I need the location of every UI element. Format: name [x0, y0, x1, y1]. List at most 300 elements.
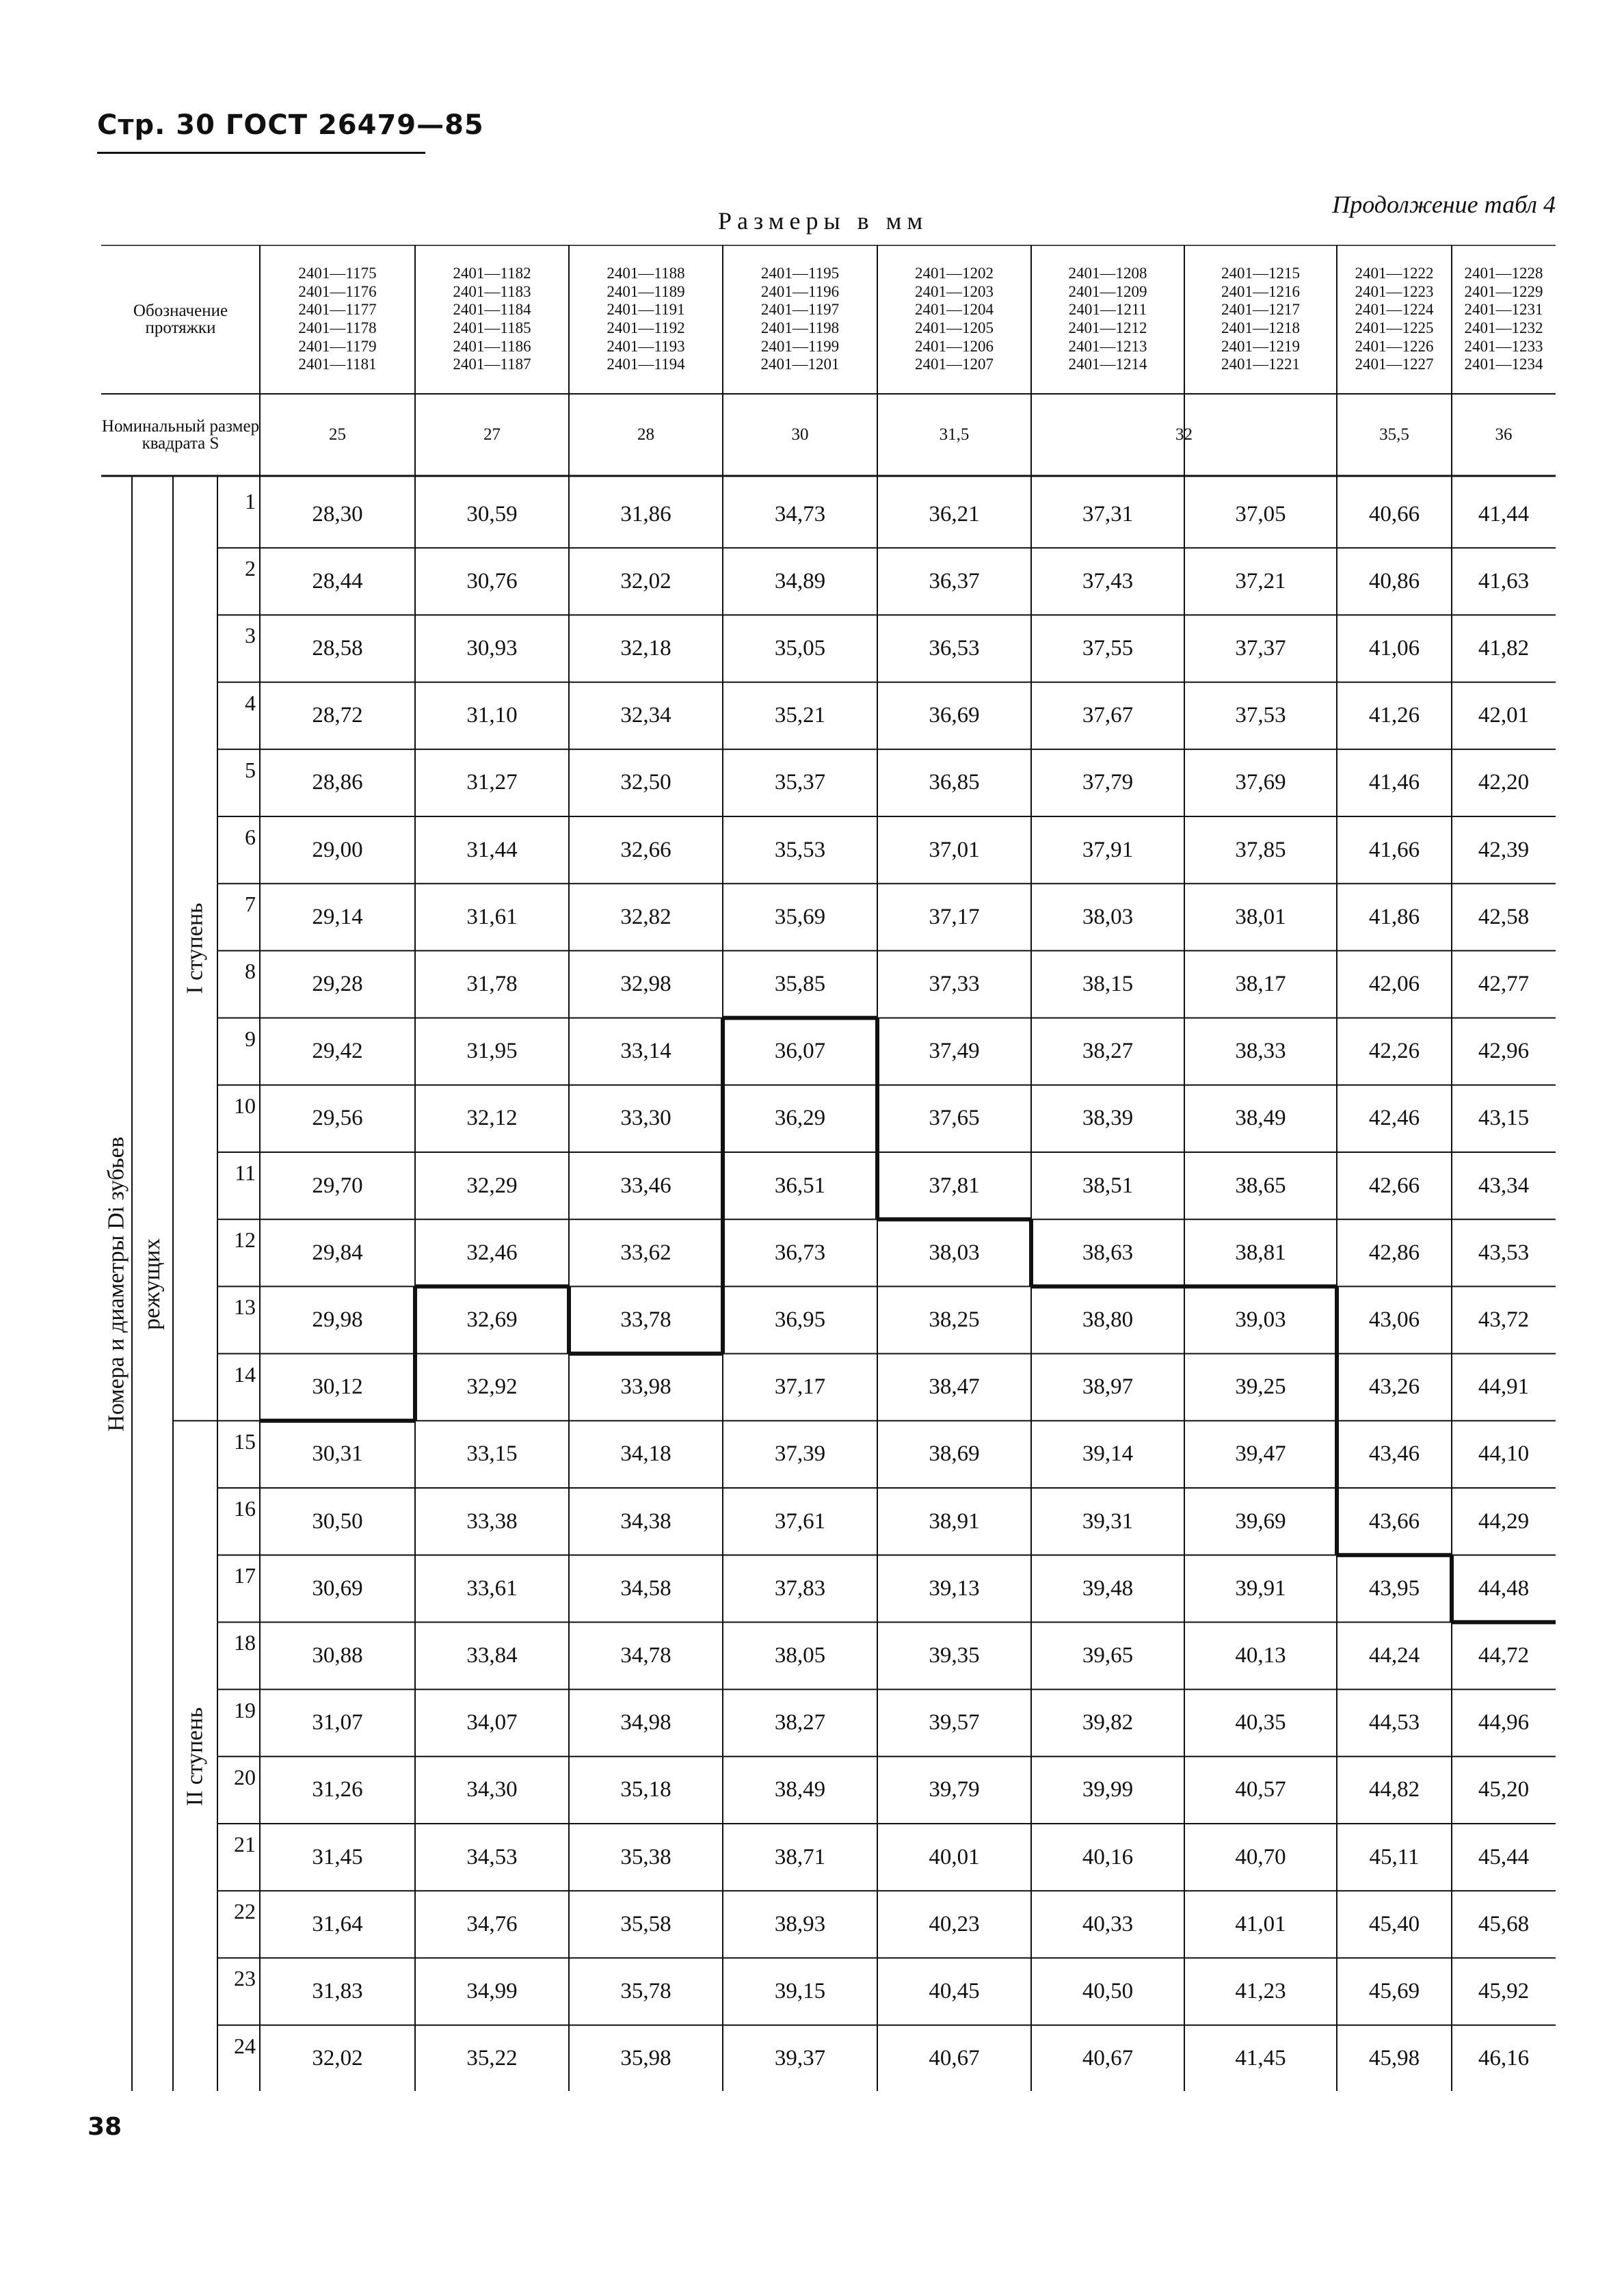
diameter-value: 37,21	[1235, 568, 1286, 594]
diameter-value: 34,99	[466, 1978, 518, 2003]
designation-code: 2401—1181	[298, 356, 377, 373]
diameter-value: 43,95	[1368, 1575, 1420, 1601]
designation-code: 2401—1188	[607, 264, 685, 282]
designation-code: 2401—1189	[607, 282, 685, 300]
diameter-value: 38,97	[1082, 1374, 1134, 1400]
diameter-value: 40,70	[1235, 1844, 1286, 1869]
diameter-value: 43,53	[1478, 1240, 1530, 1265]
diameter-value: 42,96	[1478, 1039, 1530, 1064]
diameter-value: 39,25	[1235, 1374, 1286, 1400]
tooth-number: 19	[234, 1697, 256, 1722]
diameter-value: 38,51	[1082, 1173, 1134, 1198]
tooth-number: 11	[235, 1160, 256, 1185]
designation-code: 2401—1229	[1464, 282, 1543, 300]
diameter-value: 28,30	[312, 501, 363, 527]
nominal-size-value: 28	[637, 425, 654, 444]
designation-code: 2401—1213	[1068, 337, 1147, 355]
code-list-9	[1452, 249, 1556, 390]
diameter-value: 43,26	[1368, 1374, 1420, 1400]
diameter-value: 34,53	[466, 1844, 518, 1869]
tooth-number: 12	[234, 1227, 256, 1253]
diameter-value: 42,66	[1368, 1173, 1420, 1198]
diameter-value: 37,55	[1082, 635, 1134, 661]
designation-code: 2401—1216	[1221, 282, 1300, 300]
diameter-value: 45,69	[1368, 1978, 1420, 2003]
diameter-value: 40,67	[929, 2046, 980, 2071]
diameter-value: 30,12	[312, 1374, 363, 1400]
diameter-value: 39,48	[1082, 1575, 1134, 1601]
diameter-value: 39,82	[1082, 1710, 1134, 1735]
diameter-value: 40,16	[1082, 1844, 1134, 1869]
diameter-value: 30,31	[312, 1441, 363, 1467]
diameter-value: 37,33	[929, 971, 980, 996]
diameter-value: 45,11	[1369, 1844, 1420, 1869]
code-list-2	[415, 249, 569, 390]
diameter-value: 38,65	[1235, 1173, 1286, 1198]
diameter-value: 29,56	[312, 1106, 363, 1131]
diameter-value: 34,73	[774, 501, 826, 527]
diameter-value: 38,27	[1082, 1039, 1134, 1064]
diameter-value: 42,39	[1478, 837, 1530, 862]
diameter-value: 35,58	[620, 1911, 671, 1936]
diameter-value: 35,22	[466, 2046, 518, 2071]
diameter-value: 39,91	[1235, 1575, 1286, 1601]
tooth-number: 17	[234, 1563, 256, 1588]
diameter-value: 31,61	[466, 904, 518, 929]
diameter-value: 39,13	[929, 1575, 980, 1601]
diameter-value: 28,72	[312, 703, 363, 728]
diameter-value: 45,98	[1368, 2046, 1420, 2071]
diameter-value: 30,50	[312, 1508, 363, 1534]
diameter-value: 30,59	[466, 501, 518, 527]
designation-code: 2401—1232	[1464, 319, 1543, 336]
diameter-value: 44,53	[1368, 1710, 1420, 1735]
tooth-number: 16	[234, 1496, 256, 1521]
diameter-value: 43,72	[1478, 1307, 1530, 1332]
designation-code: 2401—1217	[1221, 301, 1300, 319]
designation-code: 2401—1182	[453, 264, 531, 282]
tooth-number: 7	[245, 892, 256, 917]
diameter-value: 42,20	[1478, 770, 1530, 795]
diameter-value: 37,81	[929, 1173, 980, 1198]
diameter-value: 44,24	[1368, 1642, 1420, 1668]
diameter-value: 31,78	[466, 971, 518, 996]
tooth-number: 14	[234, 1361, 256, 1387]
diameter-value: 37,31	[1082, 501, 1134, 527]
designation-code: 2401—1221	[1221, 356, 1300, 373]
diameter-value: 39,79	[929, 1777, 980, 1802]
diameter-value: 32,98	[620, 971, 671, 996]
diameter-value: 39,99	[1082, 1777, 1134, 1802]
designation-code: 2401—1234	[1464, 356, 1543, 373]
designation-code: 2401—1208	[1068, 264, 1147, 282]
diameter-value: 38,05	[774, 1642, 826, 1668]
diameter-value: 30,93	[466, 635, 518, 661]
diameter-value: 37,85	[1235, 837, 1286, 862]
designation-code: 2401—1201	[760, 356, 840, 373]
designation-code: 2401—1212	[1068, 319, 1147, 336]
designation-code: 2401—1175	[298, 264, 377, 282]
diameter-value: 31,64	[312, 1911, 363, 1936]
diameter-value: 41,66	[1368, 837, 1420, 862]
diameter-value: 40,01	[929, 1844, 980, 1869]
diameter-value: 40,50	[1082, 1978, 1134, 2003]
diameter-value: 42,86	[1368, 1240, 1420, 1265]
tooth-number: 5	[245, 757, 256, 782]
nominal-size-value: 31,5	[939, 425, 970, 444]
tooth-number: 4	[245, 690, 256, 715]
tooth-number: 10	[234, 1093, 256, 1118]
designation-code: 2401—1227	[1355, 356, 1434, 373]
designation-code: 2401—1199	[760, 337, 840, 355]
diameter-value: 32,46	[466, 1240, 518, 1265]
designation-code: 2401—1178	[298, 319, 377, 336]
diameter-value: 38,03	[1082, 904, 1134, 929]
designation-code: 2401—1211	[1068, 301, 1147, 319]
diameter-value: 29,42	[312, 1039, 363, 1064]
diameter-value: 34,78	[620, 1642, 671, 1668]
diameter-value: 38,39	[1082, 1106, 1134, 1131]
code-list-8	[1337, 249, 1452, 390]
diameter-value: 32,92	[466, 1374, 518, 1400]
diameter-value: 32,50	[620, 770, 671, 795]
diameter-value: 36,85	[929, 770, 980, 795]
designation-code: 2401—1206	[915, 337, 994, 355]
tooth-number: 21	[234, 1832, 256, 1856]
diameter-value: 40,86	[1368, 568, 1420, 594]
code-list-6	[1031, 249, 1184, 390]
diameter-value: 33,30	[620, 1106, 671, 1131]
tooth-number: 24	[234, 2033, 256, 2058]
diameter-value: 41,86	[1368, 904, 1420, 929]
designation-code: 2401—1193	[607, 337, 685, 355]
diameter-value: 37,49	[929, 1039, 980, 1064]
diameter-value: 35,85	[774, 971, 826, 996]
diameter-value: 39,14	[1082, 1441, 1134, 1467]
diameter-value: 39,37	[774, 2046, 826, 2071]
diameter-value: 39,47	[1235, 1441, 1286, 1467]
diameter-value: 41,06	[1368, 635, 1420, 661]
diameter-value: 41,82	[1478, 635, 1530, 661]
diameter-value: 45,20	[1478, 1777, 1530, 1802]
diameter-value: 44,91	[1478, 1374, 1530, 1400]
diameter-value: 40,13	[1235, 1642, 1286, 1668]
diameter-value: 37,05	[1235, 501, 1286, 527]
nominal-size-value: 35,5	[1379, 425, 1409, 444]
diameter-value: 35,21	[774, 703, 826, 728]
diameter-value: 32,02	[312, 2046, 363, 2071]
diameter-value: 35,37	[774, 770, 826, 795]
diameter-value: 34,38	[620, 1508, 671, 1534]
diameter-value: 32,34	[620, 703, 671, 728]
designation-code: 2401—1224	[1355, 301, 1434, 319]
nominal-size-value: 30	[791, 425, 809, 444]
diameter-value: 37,91	[1082, 837, 1134, 862]
teeth-axis-label: Номера и диаметры Di зубьев	[103, 1136, 129, 1432]
code-list-1	[260, 249, 415, 390]
diameter-value: 39,65	[1082, 1642, 1134, 1668]
diameter-value: 37,79	[1082, 770, 1134, 795]
designation-code: 2401—1218	[1221, 319, 1300, 336]
designation-code: 2401—1204	[915, 301, 994, 319]
diameter-value: 37,39	[774, 1441, 826, 1467]
diameter-value: 29,14	[312, 904, 363, 929]
diameter-value: 37,17	[929, 904, 980, 929]
diameter-value: 41,44	[1478, 501, 1530, 527]
designation-code: 2401—1209	[1068, 282, 1147, 300]
diameter-value: 34,18	[620, 1441, 671, 1467]
diameter-value: 33,46	[620, 1173, 671, 1198]
designation-code: 2401—1187	[453, 356, 531, 373]
diameter-value: 44,72	[1478, 1642, 1530, 1668]
designation-code: 2401—1203	[915, 282, 994, 300]
diameter-value: 43,46	[1368, 1441, 1420, 1467]
diameter-value: 33,14	[620, 1039, 671, 1064]
diameter-value: 39,57	[929, 1710, 980, 1735]
diameter-value: 38,25	[929, 1307, 980, 1332]
diameter-value: 34,07	[466, 1710, 518, 1735]
designation-code: 2401—1198	[760, 319, 840, 336]
tooth-number: 3	[245, 623, 256, 648]
diameter-value: 36,29	[774, 1106, 826, 1131]
diameter-value: 38,27	[774, 1710, 826, 1735]
designation-code: 2401—1191	[607, 301, 685, 319]
designation-code: 2401—1233	[1464, 337, 1543, 355]
diameter-value: 39,15	[774, 1978, 826, 2003]
diameter-value: 31,07	[312, 1710, 363, 1735]
diameter-value: 44,29	[1478, 1508, 1530, 1534]
designation-code: 2401—1202	[915, 264, 994, 282]
designation-code: 2401—1222	[1355, 264, 1434, 282]
diameter-value: 36,07	[774, 1039, 826, 1064]
diameter-value: 32,29	[466, 1173, 518, 1198]
diameter-value: 30,88	[312, 1642, 363, 1668]
diameter-value: 33,38	[466, 1508, 518, 1534]
table-continuation-label: Продолжение табл 4	[1332, 191, 1556, 218]
diameter-value: 45,44	[1478, 1844, 1530, 1869]
designation-code: 2401—1207	[915, 356, 994, 373]
tooth-number: 20	[234, 1764, 256, 1789]
diameter-value: 39,03	[1235, 1307, 1286, 1332]
diameter-value: 38,01	[1235, 904, 1286, 929]
designation-code: 2401—1186	[453, 337, 531, 355]
tooth-number: 9	[245, 1026, 256, 1051]
tooth-number: 2	[245, 556, 256, 581]
diameter-value: 34,89	[774, 568, 826, 594]
diameter-value: 38,47	[929, 1374, 980, 1400]
dimensions-table	[101, 245, 1556, 2091]
diameter-value: 38,49	[1235, 1106, 1286, 1131]
diameter-value: 46,16	[1478, 2046, 1530, 2071]
diameter-value: 29,70	[312, 1173, 363, 1198]
diameter-value: 36,73	[774, 1240, 826, 1265]
diameter-value: 38,63	[1082, 1240, 1134, 1265]
diameter-value: 32,02	[620, 568, 671, 594]
stage-1-label: I ступень	[182, 903, 208, 994]
designation-code: 2401—1214	[1068, 356, 1147, 373]
diameter-value: 37,61	[774, 1508, 826, 1534]
diameter-value: 35,98	[620, 2046, 671, 2071]
diameter-value: 29,28	[312, 971, 363, 996]
diameter-value: 33,15	[466, 1441, 518, 1467]
designation-code: 2401—1183	[453, 282, 531, 300]
diameter-value: 30,69	[312, 1575, 363, 1601]
diameter-value: 38,80	[1082, 1307, 1134, 1332]
diameter-value: 34,58	[620, 1575, 671, 1601]
nominal-size-label: Номинальный размер квадрата S	[101, 417, 260, 453]
diameter-value: 37,53	[1235, 703, 1286, 728]
tooth-number: 6	[245, 825, 256, 849]
diameter-value: 40,45	[929, 1978, 980, 2003]
diameter-value: 28,58	[312, 635, 363, 661]
designation-code: 2401—1219	[1221, 337, 1300, 355]
tooth-number: 22	[234, 1899, 256, 1924]
diameter-value: 43,06	[1368, 1307, 1420, 1332]
diameter-value: 37,69	[1235, 770, 1286, 795]
diameter-value: 33,62	[620, 1240, 671, 1265]
nominal-size-value: 27	[483, 425, 501, 444]
diameter-value: 35,69	[774, 904, 826, 929]
diameter-value: 38,17	[1235, 971, 1286, 996]
diameter-value: 38,49	[774, 1777, 826, 1802]
designation-code: 2401—1176	[298, 282, 377, 300]
diameter-value: 45,92	[1478, 1978, 1530, 2003]
designation-code: 2401—1228	[1464, 264, 1543, 282]
diameter-value: 45,40	[1368, 1911, 1420, 1936]
tooth-number: 18	[234, 1630, 256, 1655]
diameter-value: 41,45	[1235, 2046, 1286, 2071]
diameter-value: 36,37	[929, 568, 980, 594]
designation-code: 2401—1223	[1355, 282, 1434, 300]
tooth-number: 8	[245, 959, 256, 984]
units-label: Размеры в мм	[718, 207, 929, 235]
tooth-number: 15	[234, 1428, 256, 1454]
diameter-value: 35,38	[620, 1844, 671, 1869]
diameter-value: 40,67	[1082, 2046, 1134, 2071]
diameter-value: 41,01	[1235, 1911, 1286, 1936]
diameter-value: 29,00	[312, 837, 363, 862]
diameter-value: 34,30	[466, 1777, 518, 1802]
diameter-value: 42,01	[1478, 703, 1530, 728]
designation-code: 2401—1185	[453, 319, 531, 336]
diameter-value: 31,27	[466, 770, 518, 795]
tooth-number: 23	[234, 1966, 256, 1991]
cutting-teeth-label: режущих	[139, 1238, 165, 1330]
diameter-value: 36,21	[929, 501, 980, 527]
diameter-value: 32,18	[620, 635, 671, 661]
header-underline	[97, 152, 425, 154]
diameter-value: 33,78	[620, 1307, 671, 1332]
diameter-value: 34,98	[620, 1710, 671, 1735]
diameter-value: 37,83	[774, 1575, 826, 1601]
designation-code: 2401—1215	[1221, 264, 1300, 282]
designation-code: 2401—1179	[298, 337, 377, 355]
diameter-value: 31,83	[312, 1978, 363, 2003]
diameter-value: 40,33	[1082, 1911, 1134, 1936]
diameter-value: 33,98	[620, 1374, 671, 1400]
diameter-value: 43,15	[1478, 1106, 1530, 1131]
diameter-value: 32,66	[620, 837, 671, 862]
diameter-value: 37,01	[929, 837, 980, 862]
diameter-value: 39,35	[929, 1642, 980, 1668]
diameter-value: 38,91	[929, 1508, 980, 1534]
diameter-value: 33,84	[466, 1642, 518, 1668]
diameter-value: 41,23	[1235, 1978, 1286, 2003]
diameter-value: 40,35	[1235, 1710, 1286, 1735]
diameter-value: 39,69	[1235, 1508, 1286, 1534]
diameter-value: 34,76	[466, 1911, 518, 1936]
diameter-value: 31,95	[466, 1039, 518, 1064]
diameter-value: 41,26	[1368, 703, 1420, 728]
diameter-value: 44,82	[1368, 1777, 1420, 1802]
diameter-value: 31,10	[466, 703, 518, 728]
designation-code: 2401—1192	[607, 319, 685, 336]
diameter-value: 40,57	[1235, 1777, 1286, 1802]
designation-code: 2401—1184	[453, 301, 531, 319]
diameter-value: 35,78	[620, 1978, 671, 2003]
designation-code: 2401—1197	[760, 301, 840, 319]
diameter-value: 29,98	[312, 1307, 363, 1332]
designation-code: 2401—1226	[1355, 337, 1434, 355]
diameter-value: 41,63	[1478, 568, 1530, 594]
page-number: 38	[88, 2113, 122, 2141]
diameter-value: 38,81	[1235, 1240, 1286, 1265]
diameter-value: 45,68	[1478, 1911, 1530, 1936]
diameter-value: 35,53	[774, 837, 826, 862]
code-list-7	[1184, 249, 1337, 390]
diameter-value: 31,44	[466, 837, 518, 862]
diameter-value: 37,43	[1082, 568, 1134, 594]
diameter-value: 42,06	[1368, 971, 1420, 996]
diameter-value: 40,23	[929, 1911, 980, 1936]
diameter-value: 28,44	[312, 568, 363, 594]
diameter-value: 29,84	[312, 1240, 363, 1265]
diameter-value: 38,33	[1235, 1039, 1286, 1064]
code-list-5	[877, 249, 1031, 390]
diameter-value: 38,15	[1082, 971, 1134, 996]
tooth-number: 1	[245, 489, 256, 514]
diameter-value: 42,26	[1368, 1039, 1420, 1064]
diameter-value: 42,46	[1368, 1106, 1420, 1131]
diameter-value: 36,51	[774, 1173, 826, 1198]
diameter-value: 40,66	[1368, 501, 1420, 527]
code-list-3	[569, 249, 723, 390]
diameter-value: 37,37	[1235, 635, 1286, 661]
diameter-value: 37,17	[774, 1374, 826, 1400]
diameter-value: 39,31	[1082, 1508, 1134, 1534]
diameter-value: 38,69	[929, 1441, 980, 1467]
designation-code: 2401—1205	[915, 319, 994, 336]
designation-code: 2401—1195	[760, 264, 840, 282]
diameter-value: 36,53	[929, 635, 980, 661]
designation-label: Обозначение протяжки	[133, 302, 228, 337]
diameter-value: 38,71	[774, 1844, 826, 1869]
diameter-value: 44,96	[1478, 1710, 1530, 1735]
diameter-value: 37,65	[929, 1106, 980, 1131]
diameter-value: 44,10	[1478, 1441, 1530, 1467]
diameter-value: 32,12	[466, 1106, 518, 1131]
page-header-title: Стр. 30 ГОСТ 26479—85	[97, 109, 484, 141]
diameter-value: 44,48	[1478, 1575, 1530, 1601]
diameter-value: 38,03	[929, 1240, 980, 1265]
diameter-value: 36,69	[929, 703, 980, 728]
designation-code: 2401—1194	[607, 356, 685, 373]
nominal-size-value: 36	[1495, 425, 1513, 444]
diameter-value: 42,77	[1478, 971, 1530, 996]
designation-code: 2401—1196	[760, 282, 840, 300]
diameter-value: 33,61	[466, 1575, 518, 1601]
code-list-4	[723, 249, 877, 390]
